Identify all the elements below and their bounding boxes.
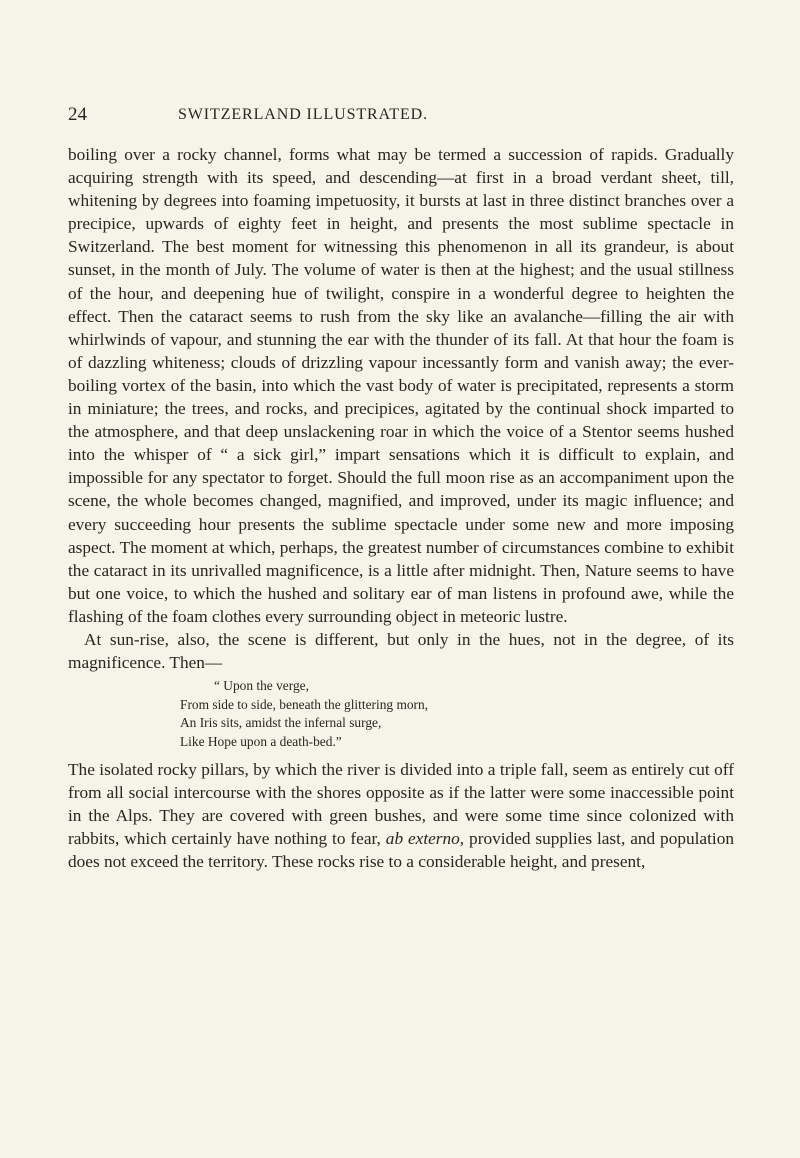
verse-line: “ Upon the verge,: [214, 678, 309, 694]
latin-phrase: ab externo,: [385, 828, 465, 848]
paragraph-sunrise: At sun-rise, also, the scene is different, but only in the hues, not in the degree, of its magnificence. Then—: [68, 629, 734, 673]
paragraph-rocky-pillars: [68, 758, 734, 873]
verse-line: An Iris sits, amidst the infernal surge,: [180, 715, 382, 731]
verse-line: From side to side, beneath the glittering morn,: [180, 696, 429, 712]
verse-quotation: [180, 677, 734, 751]
page-number: 24: [68, 104, 87, 125]
running-title: SWITZERLAND ILLUSTRATED.: [178, 106, 429, 123]
paragraph-text: The isolated rocky pillars, by which the river is divided into a triple fall, seem as entirely cut off from all social intercourse with the shores opposite as if the latter were some inaccessible point in the Alps. They are covered with green bushes, and were some time since colonized with rabbits, which certainly have nothing to fear,: [68, 759, 734, 848]
page-header: [68, 104, 734, 130]
paragraph-cataract-description: boiling over a rocky channel, forms what may be termed a succession of rapids. Gradually acquiring strength with its speed, and descending—at first in a broad verdant sheet, till, whitening by degrees into foaming impetuosity, it bursts at last in three distinct branches over a precipice, upwards of eighty feet in height, and presents the most sublime spectacle in Switzerland. The best moment for witnessing this phenomenon in all its grandeur, is about sunset, in the month of July. The volume of water is then at the highest; and the usual stillness of the hour, and deepening hue of twilight, conspire in a wonderful degree to heighten the effect. Then the cataract seems to rush from the sky like an avalanche—filling the air with whirlwinds of vapour, and stunning the ear with the thunder of its fall. At that hour the foam is of dazzling whiteness; clouds of drizzling vapour incessantly form and vanish away; the ever-boiling vortex of the basin, into which the vast body of water is precipitated, represents a storm in miniature; the trees, and rocks, and precipices, agitated by the continual shock imparted to the atmosphere, and that deep unslackening roar in which the voice of a Stentor seems hushed into the whisper of “ a sick girl,” impart sensations which it is difficult to explain, and impossible for any spectator to forget. Should the full moon rise as an accompaniment upon the scene, the whole becomes changed, magnified, and improved, under its magic influence; and every succeeding hour presents the sublime spectacle under some new and more imposing aspect. The moment at which, perhaps, the greatest number of circumstances combine to exhibit the cataract in its unrivalled magnificence, is a little after midnight. Then, Nature seems to have but one voice, to which the hushed and solitary ear of man listens in profound awe, while the flashing of the foam clothes every surrounding object in meteoric lustre.: [68, 145, 734, 626]
verse-line: Like Hope upon a death-bed.”: [180, 733, 342, 749]
paragraph-text: provided supplies last, and population does not exceed the territory. These rocks rise to a considerable height, and present,: [68, 828, 734, 871]
body-text: [68, 143, 734, 873]
